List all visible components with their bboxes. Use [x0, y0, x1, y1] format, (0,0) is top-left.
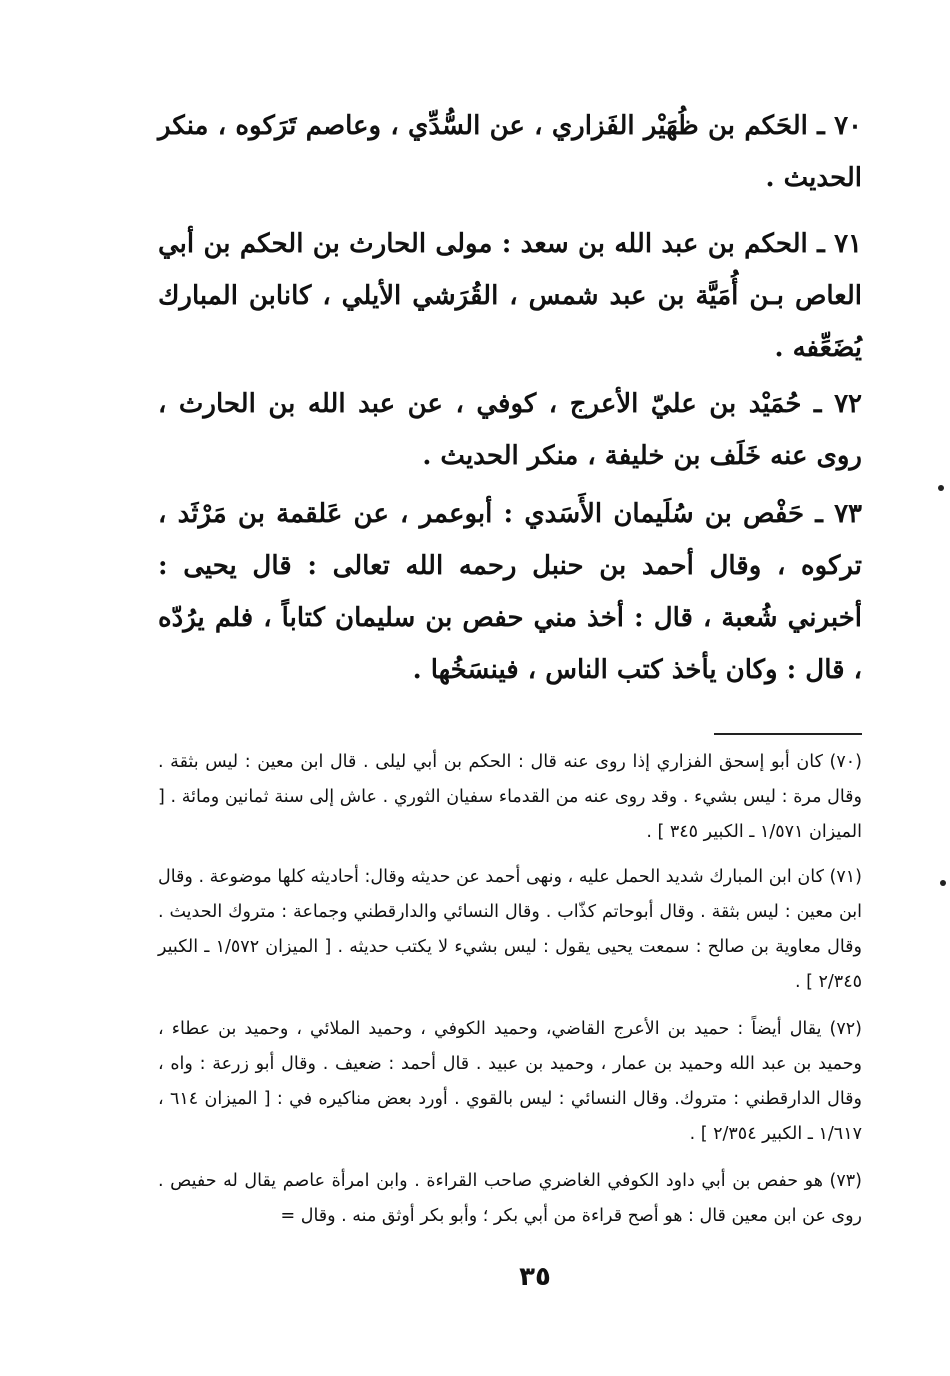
entry-72 — [158, 378, 862, 482]
entry-73 — [158, 488, 862, 696]
footnote-71 — [158, 860, 862, 1000]
entry-71 — [158, 218, 862, 374]
footnote-separator — [714, 733, 862, 735]
scan-speck — [938, 485, 944, 491]
scan-speck — [940, 880, 946, 886]
entry-71-text: ٧١ ـ الحكم بن عبد الله بن سعد : مولى الحارث بن الحكم بن أبي العاص بـن أُمَيَّة بن عبد شمس ، القُرَشي الأيلي ، كانابن المبارك يُضَعِّفه . — [158, 229, 862, 363]
page-number: ٣٥ — [519, 1262, 551, 1292]
entry-72-text: ٧٢ ـ حُمَيْد بن عليّ الأعرج ، كوفي ، عن عبد الله بن الحارث ، روى عنه خَلَف بن خليفة ، منكر الحديث . — [158, 389, 863, 471]
footnote-70-text: (٧٠) كان أبو إسحق الفزاري إذا روى عنه قال : الحكم بن أبي ليلى . قال ابن معين : ليس بثقة . وقال مرة : ليس بشيء . وقد روى عنه من القدماء سفيان الثوري . عاش إلى سنة ثمانين ومائة . [ الميزان ١/٥٧١ ـ الكبير ٣٤٥ ] . — [158, 752, 862, 842]
footnote-72-text: (٧٢) يقال أيضاً : حميد بن الأعرج القاضي، وحميد الكوفي ، وحميد الملائي ، وحميد بن عطاء ، وحميد بن عبد الله وحميد بن عمار ، وحميد بن عبيد . قال أحمد : ضعيف . وقال أبو زرعة : واه ، وقال الدارقطني : متروك. وقال النسائي : ليس بالقوي . أورد بعض مناكيره في : [ الميزان ٦١٤ ، ١/٦١٧ ـ الكبير ٢/٣٥٤ ] . — [158, 1019, 862, 1144]
entry-70 — [158, 100, 862, 204]
footnote-73 — [158, 1164, 862, 1234]
entry-70-text: ٧٠ ـ الحَكم بن ظُهَيْر الفَزاري ، عن السُّدِّي ، وعاصم تَرَكوه ، منكر الحديث . — [158, 111, 862, 193]
footnote-71-text: (٧١) كان ابن المبارك شديد الحمل عليه ، ونهى أحمد عن حديثه وقال: أحاديثه كلها موضوعة . وقال ابن معين : ليس بثقة . وقال أبوحاتم كذّاب . وقال النسائي والدارقطني وجماعة : متروك الحديث . وقال معاوية بن صالح : سمعت يحيى يقول : ليس بشيء لا يكتب حديثه . [ الميزان ١/٥٧٢ ـ الكبير ٢/٣٤٥ ] . — [158, 867, 862, 992]
footnote-70 — [158, 745, 862, 850]
entry-73-text: ٧٣ ـ حَفْص بن سُلَيمان الأَسَدي : أبوعمر ، عن عَلقمة بن مَرْثَد ، تركوه ، وقال أحمد بن حنبل رحمه الله تعالى : قال يحيى : أخبرني شُعبة ، قال : أخذ مني حفص بن سليمان كتاباً ، فلم يرُدّه ، قال : وكان يأخذ كتب الناس ، فينسَخُها . — [158, 499, 862, 685]
footnote-72 — [158, 1012, 862, 1152]
footnote-73-text: (٧٣) هو حفص بن أبي داود الكوفي الغاضري صاحب القراءة . وابن امرأة عاصم يقال له حفيص . روى عن ابن معين قال : هو أصح قراءة من أبي بكر ؛ وأبو بكر أوثق منه . وقال = — [158, 1171, 862, 1226]
